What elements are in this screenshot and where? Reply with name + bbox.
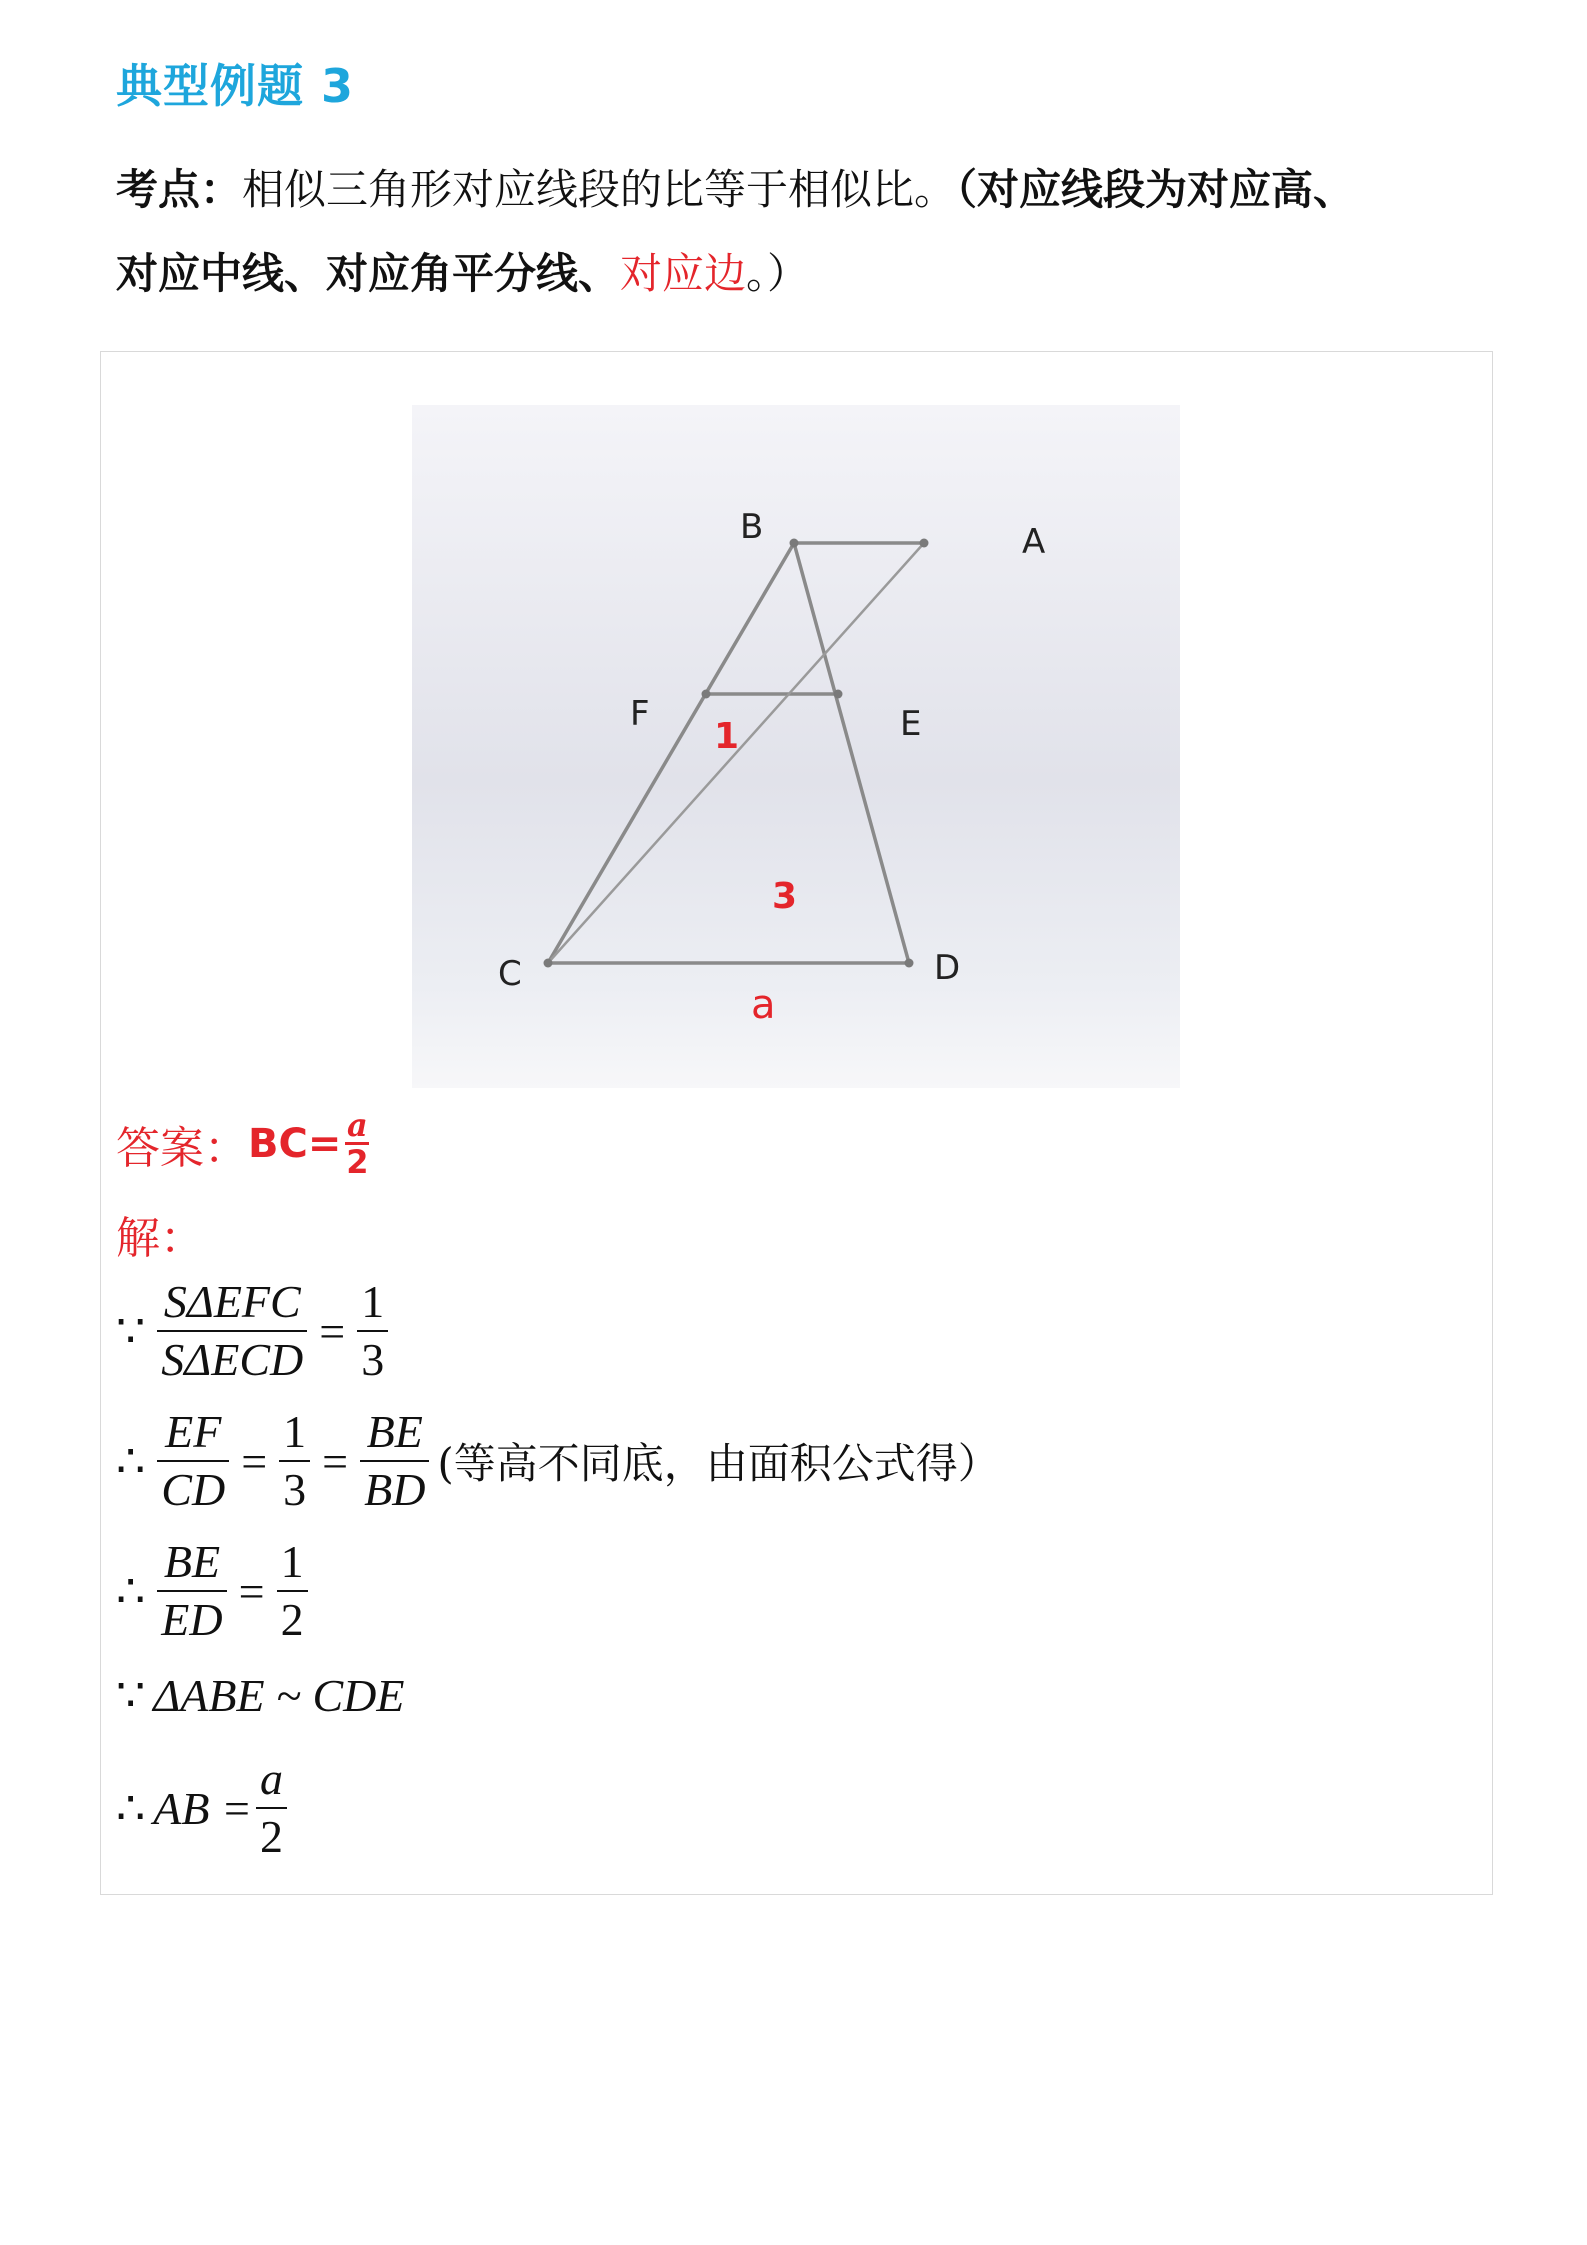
numerator: 1 (283, 1406, 307, 1457)
numerator: BE (163, 1536, 221, 1587)
answer-label: 答案： (116, 1122, 248, 1174)
denominator: 2 (260, 1811, 284, 1862)
equals-sign: = (322, 1435, 349, 1487)
therefore-symbol: ∴ (116, 1436, 146, 1487)
label-A: A (1022, 522, 1046, 562)
equals-sign: = (241, 1435, 268, 1487)
answer-line (116, 1108, 369, 1179)
label-F: F (630, 694, 650, 734)
label-D: D (934, 948, 961, 988)
label-C: C (498, 954, 522, 994)
denominator: ED (161, 1594, 223, 1645)
solution-line-4 (116, 1668, 404, 1722)
point-F (702, 690, 711, 699)
numerator: EF (165, 1406, 222, 1457)
equals-sign: = (238, 1565, 265, 1617)
solution-line-5 (116, 1751, 291, 1865)
answer-numerator: a (346, 1106, 368, 1144)
equals-sign: = (319, 1305, 346, 1357)
point-B (790, 539, 799, 548)
fraction (277, 1534, 308, 1648)
fraction (157, 1534, 226, 1648)
numerator: 1 (280, 1536, 304, 1587)
key-point-label: 考点： (116, 165, 243, 214)
answer-fraction (345, 1108, 369, 1179)
denominator: 3 (283, 1464, 307, 1515)
fraction (360, 1404, 429, 1518)
reason-note: (等高不同底，由面积公式得） (437, 1439, 1000, 1488)
point-D (905, 959, 914, 968)
answer-expression: BC= (248, 1120, 342, 1167)
because-symbol: ∵ (116, 1306, 146, 1357)
key-point-text: 相似三角形对应线段的比等于相似比。 (242, 165, 957, 214)
key-point-note-cont: 对应中线、对应角平分线、 (116, 249, 621, 298)
numerator: BE (366, 1406, 423, 1457)
segment-BC (548, 543, 794, 963)
fraction (357, 1274, 388, 1388)
result-lhs: AB = (153, 1782, 253, 1834)
numerator: SΔEFC (163, 1276, 301, 1327)
therefore-symbol: ∴ (116, 1783, 146, 1834)
solution-line-2 (116, 1404, 1000, 1518)
numerator: 1 (361, 1276, 385, 1327)
label-B: B (740, 507, 764, 547)
point-A (920, 539, 929, 548)
example-title: 典型例题 3 (116, 59, 355, 113)
fraction (157, 1274, 307, 1388)
solution-line-1 (116, 1274, 392, 1388)
denominator: SΔECD (161, 1334, 304, 1385)
segment-BD (794, 543, 909, 963)
geometry-diagram (412, 405, 1180, 1088)
similarity-statement: ΔABE ~ CDE (153, 1669, 405, 1721)
denominator: BD (364, 1464, 426, 1515)
denominator: 3 (361, 1334, 385, 1385)
point-E (834, 690, 843, 699)
fraction (279, 1404, 310, 1518)
area-label-top: 1 (714, 716, 740, 757)
because-symbol: ∵ (116, 1670, 146, 1721)
solution-line-3 (116, 1534, 312, 1648)
label-E: E (900, 704, 922, 744)
answer-denominator: 2 (346, 1143, 369, 1181)
key-point-note-end: 。） (746, 249, 810, 298)
area-label-bottom: 3 (772, 876, 798, 917)
denominator: CD (161, 1464, 226, 1515)
geometry-figure (412, 405, 1180, 1088)
key-point-highlight: 对应边 (620, 249, 747, 298)
point-C (544, 959, 553, 968)
solution-label: 解： (116, 1213, 204, 1264)
denominator: 2 (280, 1594, 304, 1645)
side-label-a: a (751, 982, 776, 1028)
fraction (157, 1404, 229, 1518)
key-point-note: （对应线段为对应高、 (956, 165, 1356, 214)
numerator: a (260, 1753, 284, 1804)
key-point-paragraph (116, 148, 1496, 316)
therefore-symbol: ∴ (116, 1566, 146, 1617)
fraction (256, 1751, 287, 1865)
